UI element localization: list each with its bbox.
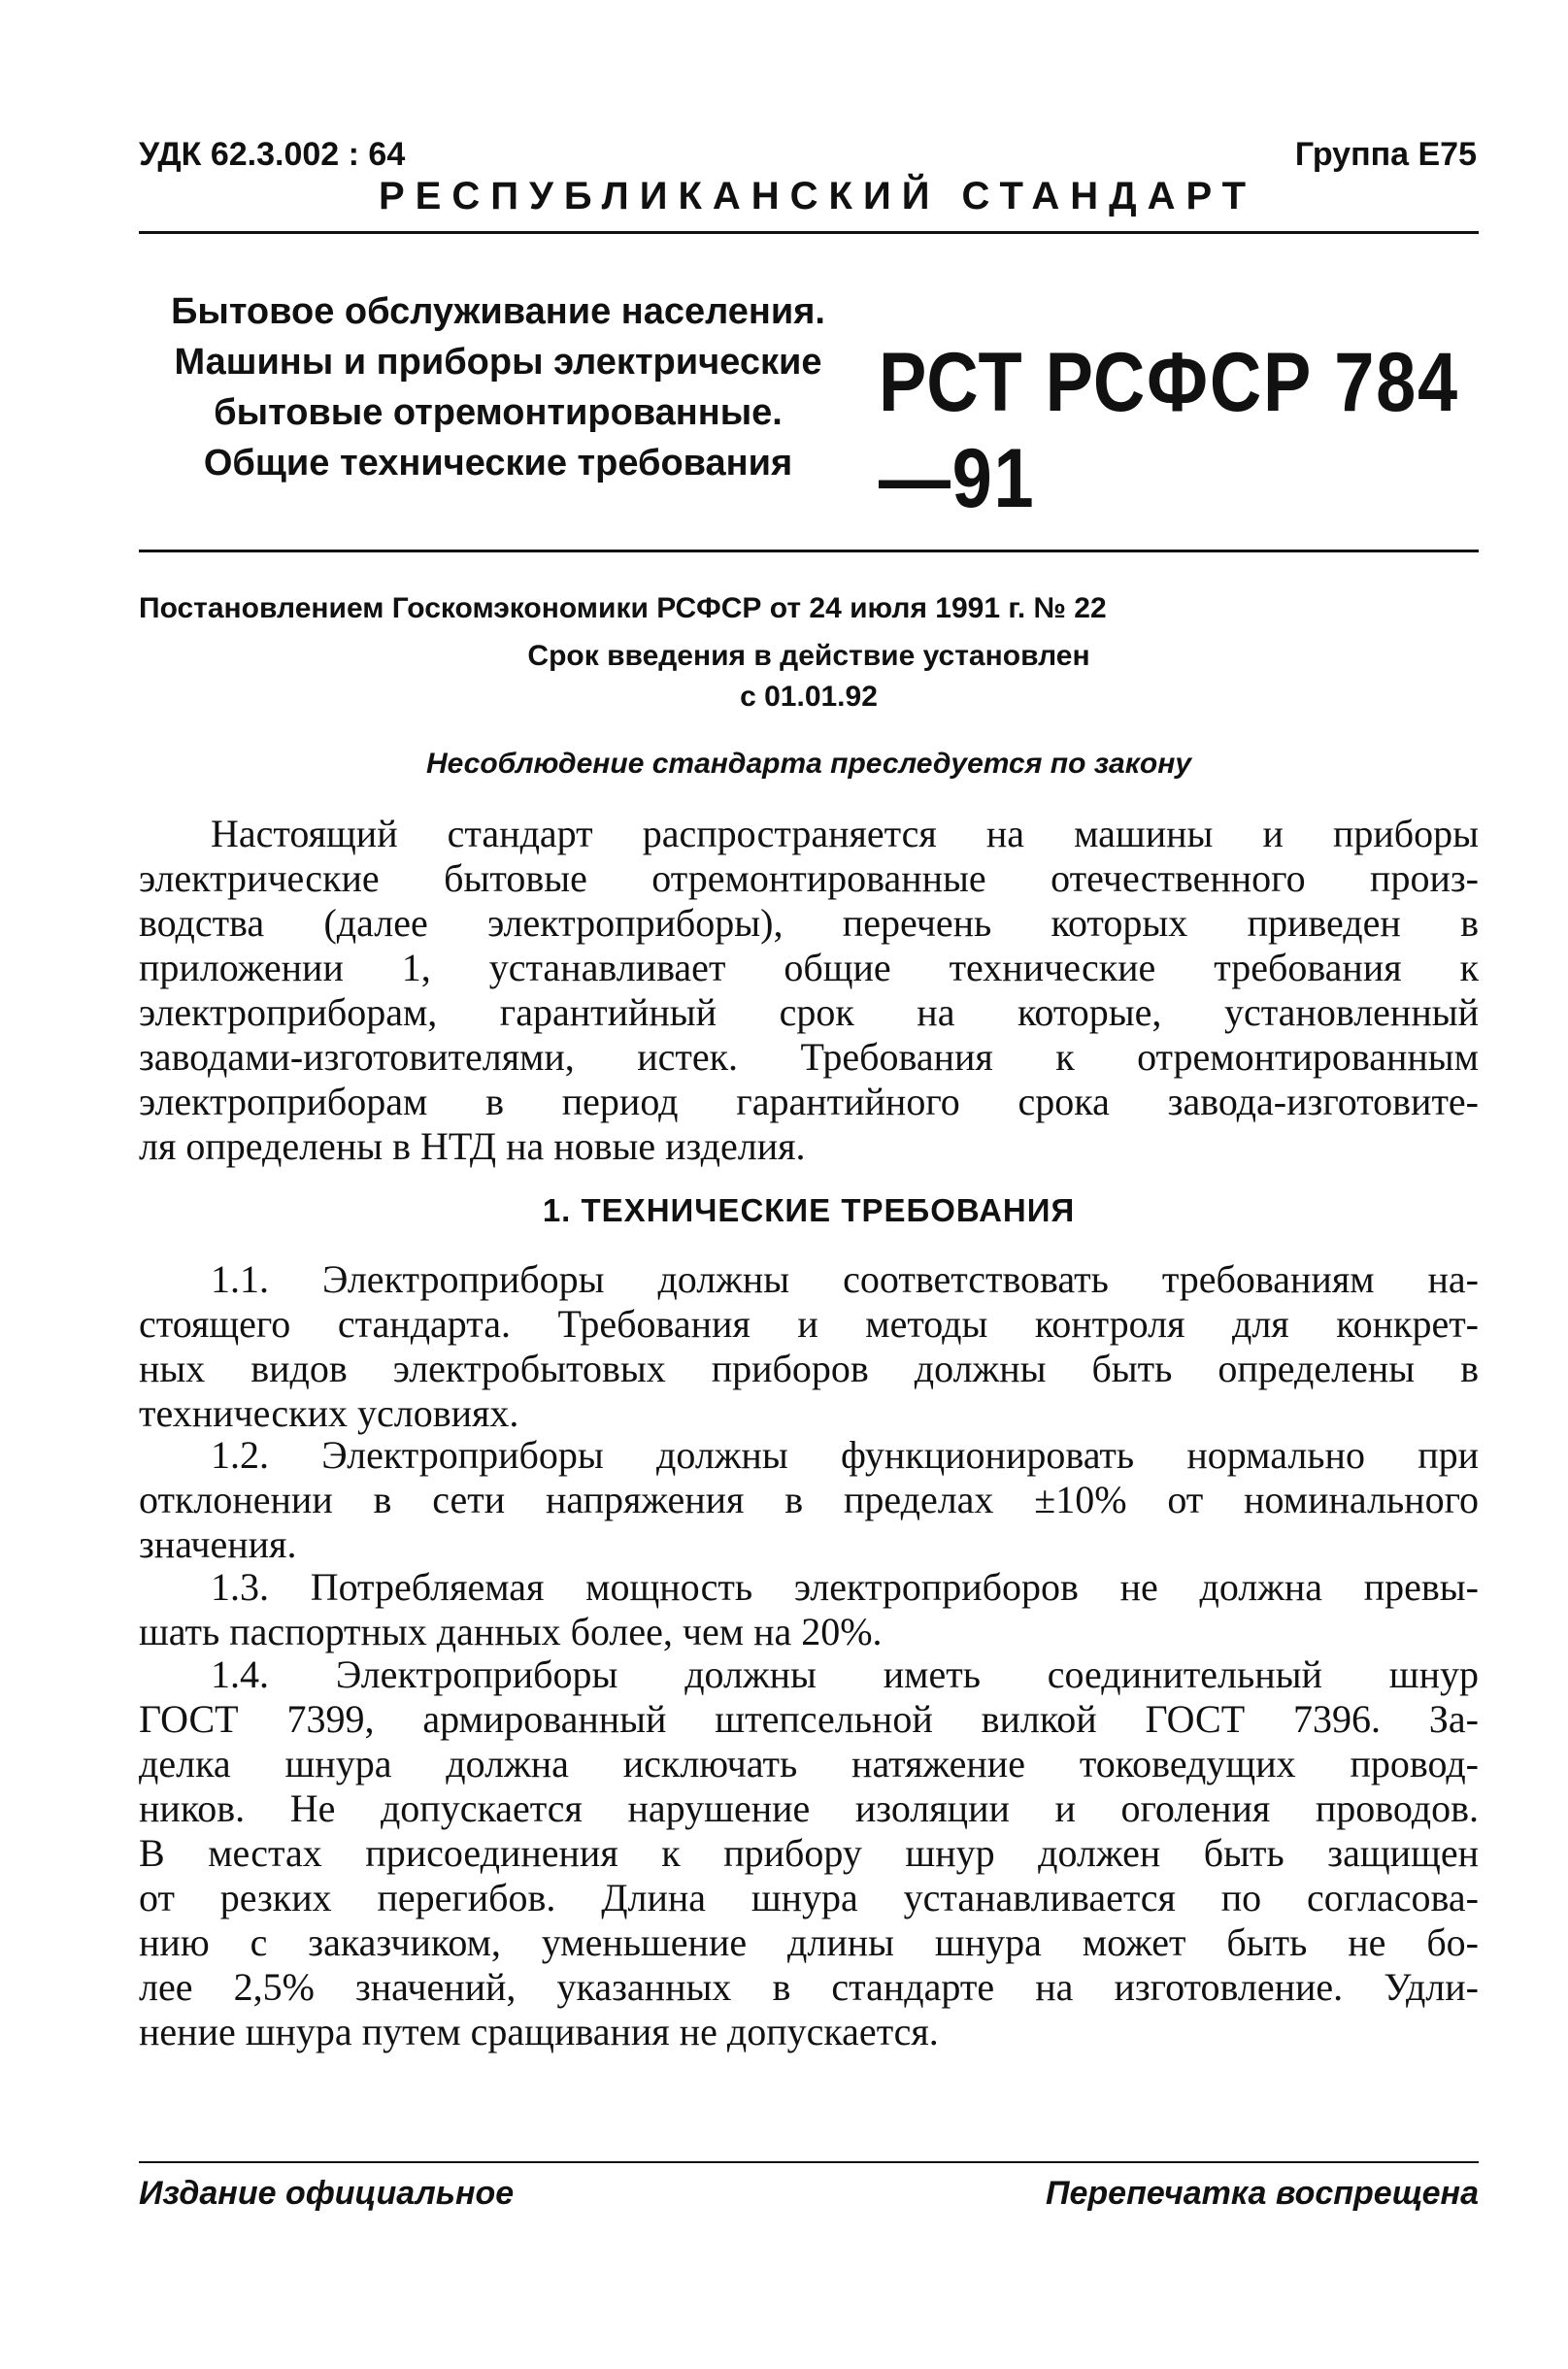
clause-1-2 (139, 1433, 1479, 1567)
text-line: шать паспортных данных более, чем на 20%. (139, 1610, 883, 1653)
text-line: В местах присоединения к прибору шнур должен быть защищен (139, 1831, 1479, 1875)
compliance-notice: Несоблюдение стандарта преследуется по закону (425, 748, 1192, 780)
text-line: Настоящий стандарт распространяется на машины и приборы (211, 812, 1479, 855)
text-line: отклонении в сети напряжения в пределах ±10% от номинального (139, 1478, 1479, 1521)
title-divider (139, 550, 1479, 552)
footer-divider (139, 2161, 1479, 2163)
text-line: делка шнура должна исключать натяжение токоведущих провод- (139, 1742, 1479, 1785)
text-line: 1.1. Электроприборы должны соответствовать требованиям на- (211, 1257, 1479, 1301)
text-line: 1.2. Электроприборы должны функционировать нормально при (211, 1433, 1479, 1477)
text-line: от резких перегибов. Длина шнура устанавливается по согласова- (139, 1876, 1479, 1919)
text-line: приложении 1, устанавливает общие технические требования к (139, 946, 1479, 989)
document-title (139, 286, 857, 488)
footer-official-edition: Издание официальное (139, 2175, 515, 2212)
header-divider (139, 231, 1479, 234)
clause-1-3 (139, 1565, 1479, 1654)
decree-line: Постановлением Госкомэкономики РСФСР от 24 июля 1991 г. № 22 (139, 592, 1107, 624)
intro-paragraph (139, 812, 1479, 1169)
text-line: нию с заказчиком, уменьшение длины шнура может быть не бо- (139, 1920, 1479, 1964)
text-line: нение шнура путем сращивания не допускается. (139, 2010, 939, 2053)
text-line: стоящего стандарта. Требования и методы контроля для конкрет- (139, 1302, 1479, 1346)
standard-code: РСТ РСФСР 784—91 (879, 336, 1459, 525)
title-line: Машины и приборы электрические (174, 342, 822, 383)
text-line: значения. (139, 1522, 297, 1566)
text-line: электрические бытовые отремонтированные отечественного произ- (139, 856, 1479, 900)
title-line: Бытовое обслуживание населения. (171, 291, 825, 332)
text-line: ля определены в НТД на новые изделия. (139, 1124, 806, 1168)
section-heading: 1. ТЕХНИЧЕСКИЕ ТРЕБОВАНИЯ (542, 1192, 1076, 1228)
effective-date-line: Срок введения в действие установлен (527, 640, 1090, 672)
text-line: ГОСТ 7399, армированный штепсельной вилкой ГОСТ 7396. За- (139, 1697, 1479, 1741)
text-line: 1.4. Электроприборы должны иметь соединительный шнур (211, 1652, 1479, 1696)
text-line: 1.3. Потребляемая мощность электроприборов не должна превы- (211, 1565, 1479, 1609)
title-line: бытовые отремонтированные. (214, 392, 783, 433)
text-line: водства (далее электроприборы), перечень которых приведен в (139, 901, 1479, 945)
title-line: Общие технические требования (203, 443, 793, 484)
text-line: лее 2,5% значений, указанных в стандарте на изготовление. Удли- (139, 1965, 1479, 2009)
effective-date-value: с 01.01.92 (740, 681, 878, 713)
text-line: электроприборам, гарантийный срок на которые, установленный (139, 990, 1479, 1034)
clause-1-1 (139, 1257, 1479, 1436)
text-line: электроприборам в период гарантийного срока завода-изготовите- (139, 1080, 1479, 1123)
udk-code: УДК 62.3.002 : 64 (139, 136, 406, 173)
group-code: Группа Е75 (1294, 136, 1477, 173)
footer-reprint-prohibited: Перепечатка воспрещена (1046, 2175, 1479, 2212)
text-line: ников. Не допускается нарушение изоляции и оголения проводов. (139, 1786, 1479, 1830)
text-line: технических условиях. (139, 1391, 519, 1435)
effective-date (139, 636, 1479, 717)
text-line: ных видов электробытовых приборов должны быть определены в (139, 1347, 1479, 1390)
text-line: заводами-изготовителями, истек. Требования к отремонтированным (139, 1035, 1479, 1079)
republic-standard-heading: РЕСПУБЛИКАНСКИЙ СТАНДАРТ (379, 175, 1257, 217)
clause-1-4 (139, 1652, 1479, 2054)
